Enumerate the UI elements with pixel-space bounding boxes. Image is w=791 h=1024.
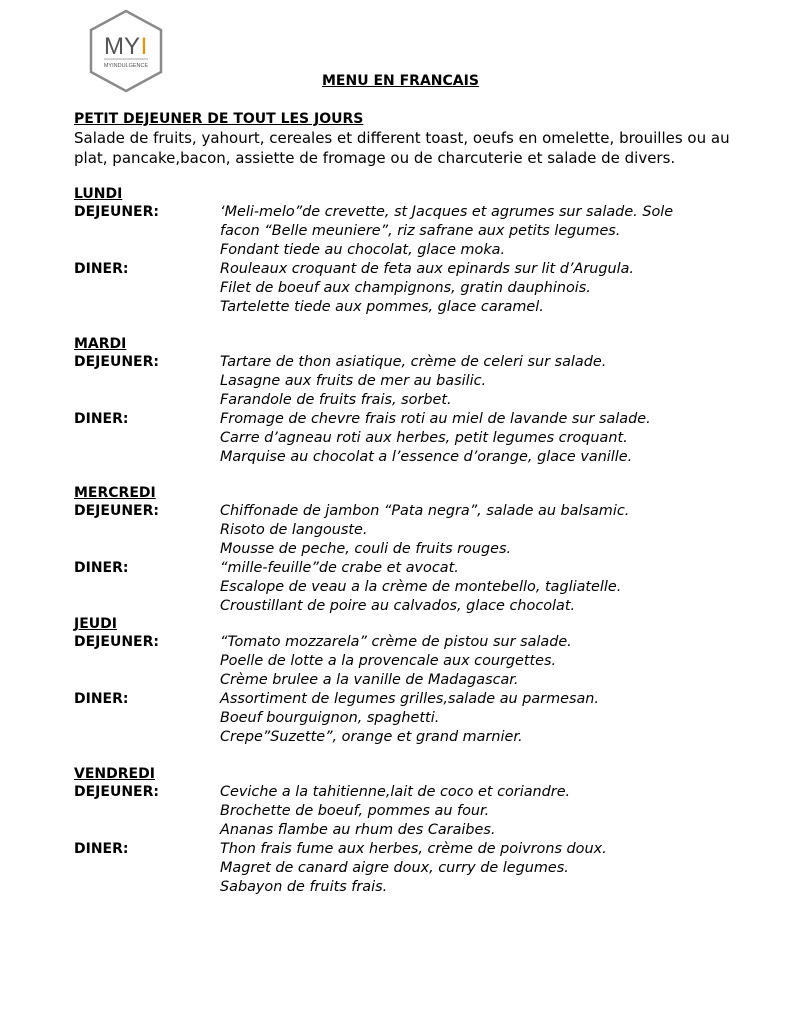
day-name: MERCREDI — [74, 485, 156, 501]
dish-list — [220, 203, 754, 260]
dish-item: Tartelette tiede aux pommes, glace caramel. — [220, 299, 544, 315]
dish-item: ‘Meli-melo”de crevette, st Jacques et agrumes sur salade. Sole — [220, 204, 674, 220]
meal-label: DINER: — [74, 691, 129, 707]
meal-label: DINER: — [74, 841, 129, 857]
dish-item: Rouleaux croquant de feta aux epinards sur lit d’Arugula. — [220, 261, 635, 277]
dish-item: Assortiment de legumes grilles,salade au parmesan. — [220, 691, 599, 707]
logo-main-text: MY — [104, 33, 140, 60]
day-name: LUNDI — [74, 186, 123, 202]
meal-label: DINER: — [74, 261, 129, 277]
dish-item: Sabayon de fruits frais. — [220, 879, 388, 895]
dish-item: Boeuf bourguignon, spaghetti. — [220, 710, 440, 726]
meal-diner — [74, 260, 754, 317]
dish-list — [220, 260, 754, 317]
meal-label: DINER: — [74, 560, 129, 576]
dish-item: facon “Belle meuniere”, riz safrane aux petits legumes. — [220, 223, 621, 239]
dish-item: Lasagne aux fruits de mer au basilic. — [220, 373, 487, 389]
meal-label: DEJEUNER: — [74, 354, 159, 370]
dish-item: “mille-feuille”de crabe et avocat. — [220, 560, 459, 576]
dish-item: Ceviche a la tahitienne,lait de coco et coriandre. — [220, 784, 571, 800]
dish-item: Tartare de thon asiatique, crème de celeri sur salade. — [220, 354, 607, 370]
dish-item: Thon frais fume aux herbes, crème de poivrons doux. — [220, 841, 607, 857]
meal-diner — [74, 559, 754, 616]
day-section-mercredi — [74, 484, 754, 616]
dish-item: Chiffonade de jambon “Pata negra”, salade au balsamic. — [220, 503, 630, 519]
meal-dejeuner — [74, 502, 754, 559]
meal-label: DEJEUNER: — [74, 634, 159, 650]
dish-item: Magret de canard aigre doux, curry de legumes. — [220, 860, 569, 876]
meal-dejeuner — [74, 783, 754, 840]
meal-label: DEJEUNER: — [74, 503, 159, 519]
logo-brand-text: MYINDULGENCE — [103, 63, 149, 69]
dish-item: Poelle de lotte a la provencale aux courgettes. — [220, 653, 557, 669]
day-section-vendredi — [74, 765, 754, 897]
dish-item: Fromage de chevre frais roti au miel de lavande sur salade. — [220, 411, 651, 427]
dish-item: Croustillant de poire au calvados, glace chocolat. — [220, 598, 576, 614]
day-name: VENDREDI — [74, 766, 155, 782]
dish-item: Crème brulee a la vanille de Madagascar. — [220, 672, 519, 688]
meal-dejeuner — [74, 203, 754, 260]
meal-diner — [74, 840, 754, 897]
breakfast-heading: PETIT DEJEUNER DE TOUT LES JOURS — [74, 111, 364, 127]
logo-accent-letter: I — [140, 33, 148, 60]
dish-list — [220, 840, 754, 897]
dish-item: Risoto de langouste. — [220, 522, 368, 538]
dish-item: Filet de boeuf aux champignons, gratin dauphinois. — [220, 280, 591, 296]
day-section-jeudi — [74, 615, 754, 747]
day-name: JEUDI — [74, 616, 117, 632]
meal-dejeuner — [74, 633, 754, 690]
dish-list — [220, 783, 754, 840]
dish-list — [220, 410, 754, 467]
day-section-mardi — [74, 335, 754, 467]
brand-logo — [86, 8, 166, 94]
dish-item: “Tomato mozzarela” crème de pistou sur salade. — [220, 634, 572, 650]
dish-item: Ananas flambe au rhum des Caraibes. — [220, 822, 496, 838]
dish-list — [220, 353, 754, 410]
dish-item: Mousse de peche, couli de fruits rouges. — [220, 541, 512, 557]
dish-list — [220, 633, 754, 690]
meal-label: DEJEUNER: — [74, 204, 159, 220]
dish-item: Brochette de boeuf, pommes au four. — [220, 803, 490, 819]
dish-item: Marquise au chocolat a l’essence d’orange, glace vanille. — [220, 449, 633, 465]
meal-diner — [74, 690, 754, 747]
page-title: MENU EN FRANCAIS — [322, 73, 479, 89]
dish-item: Crepe”Suzette”, orange et grand marnier. — [220, 729, 523, 745]
dish-list — [220, 502, 754, 559]
dish-item: Escalope de veau a la crème de montebello, tagliatelle. — [220, 579, 622, 595]
meal-label: DEJEUNER: — [74, 784, 159, 800]
day-name: MARDI — [74, 336, 127, 352]
meal-diner — [74, 410, 754, 467]
day-section-lundi — [74, 185, 754, 317]
dish-item: Carre d’agneau roti aux herbes, petit legumes croquant. — [220, 430, 628, 446]
logo-badge — [86, 8, 166, 94]
breakfast-text: Salade de fruits, yahourt, cereales et different toast, oeufs en omelette, brouilles ou au plat, pancake,bacon, assiette de fromage ou de charcuterie et salade de divers. — [74, 129, 730, 167]
dish-list — [220, 559, 754, 616]
dish-list — [220, 690, 754, 747]
meal-label: DINER: — [74, 411, 129, 427]
breakfast-section — [74, 110, 754, 168]
dish-item: Fondant tiede au chocolat, glace moka. — [220, 242, 506, 258]
dish-item: Farandole de fruits frais, sorbet. — [220, 392, 452, 408]
meal-dejeuner — [74, 353, 754, 410]
